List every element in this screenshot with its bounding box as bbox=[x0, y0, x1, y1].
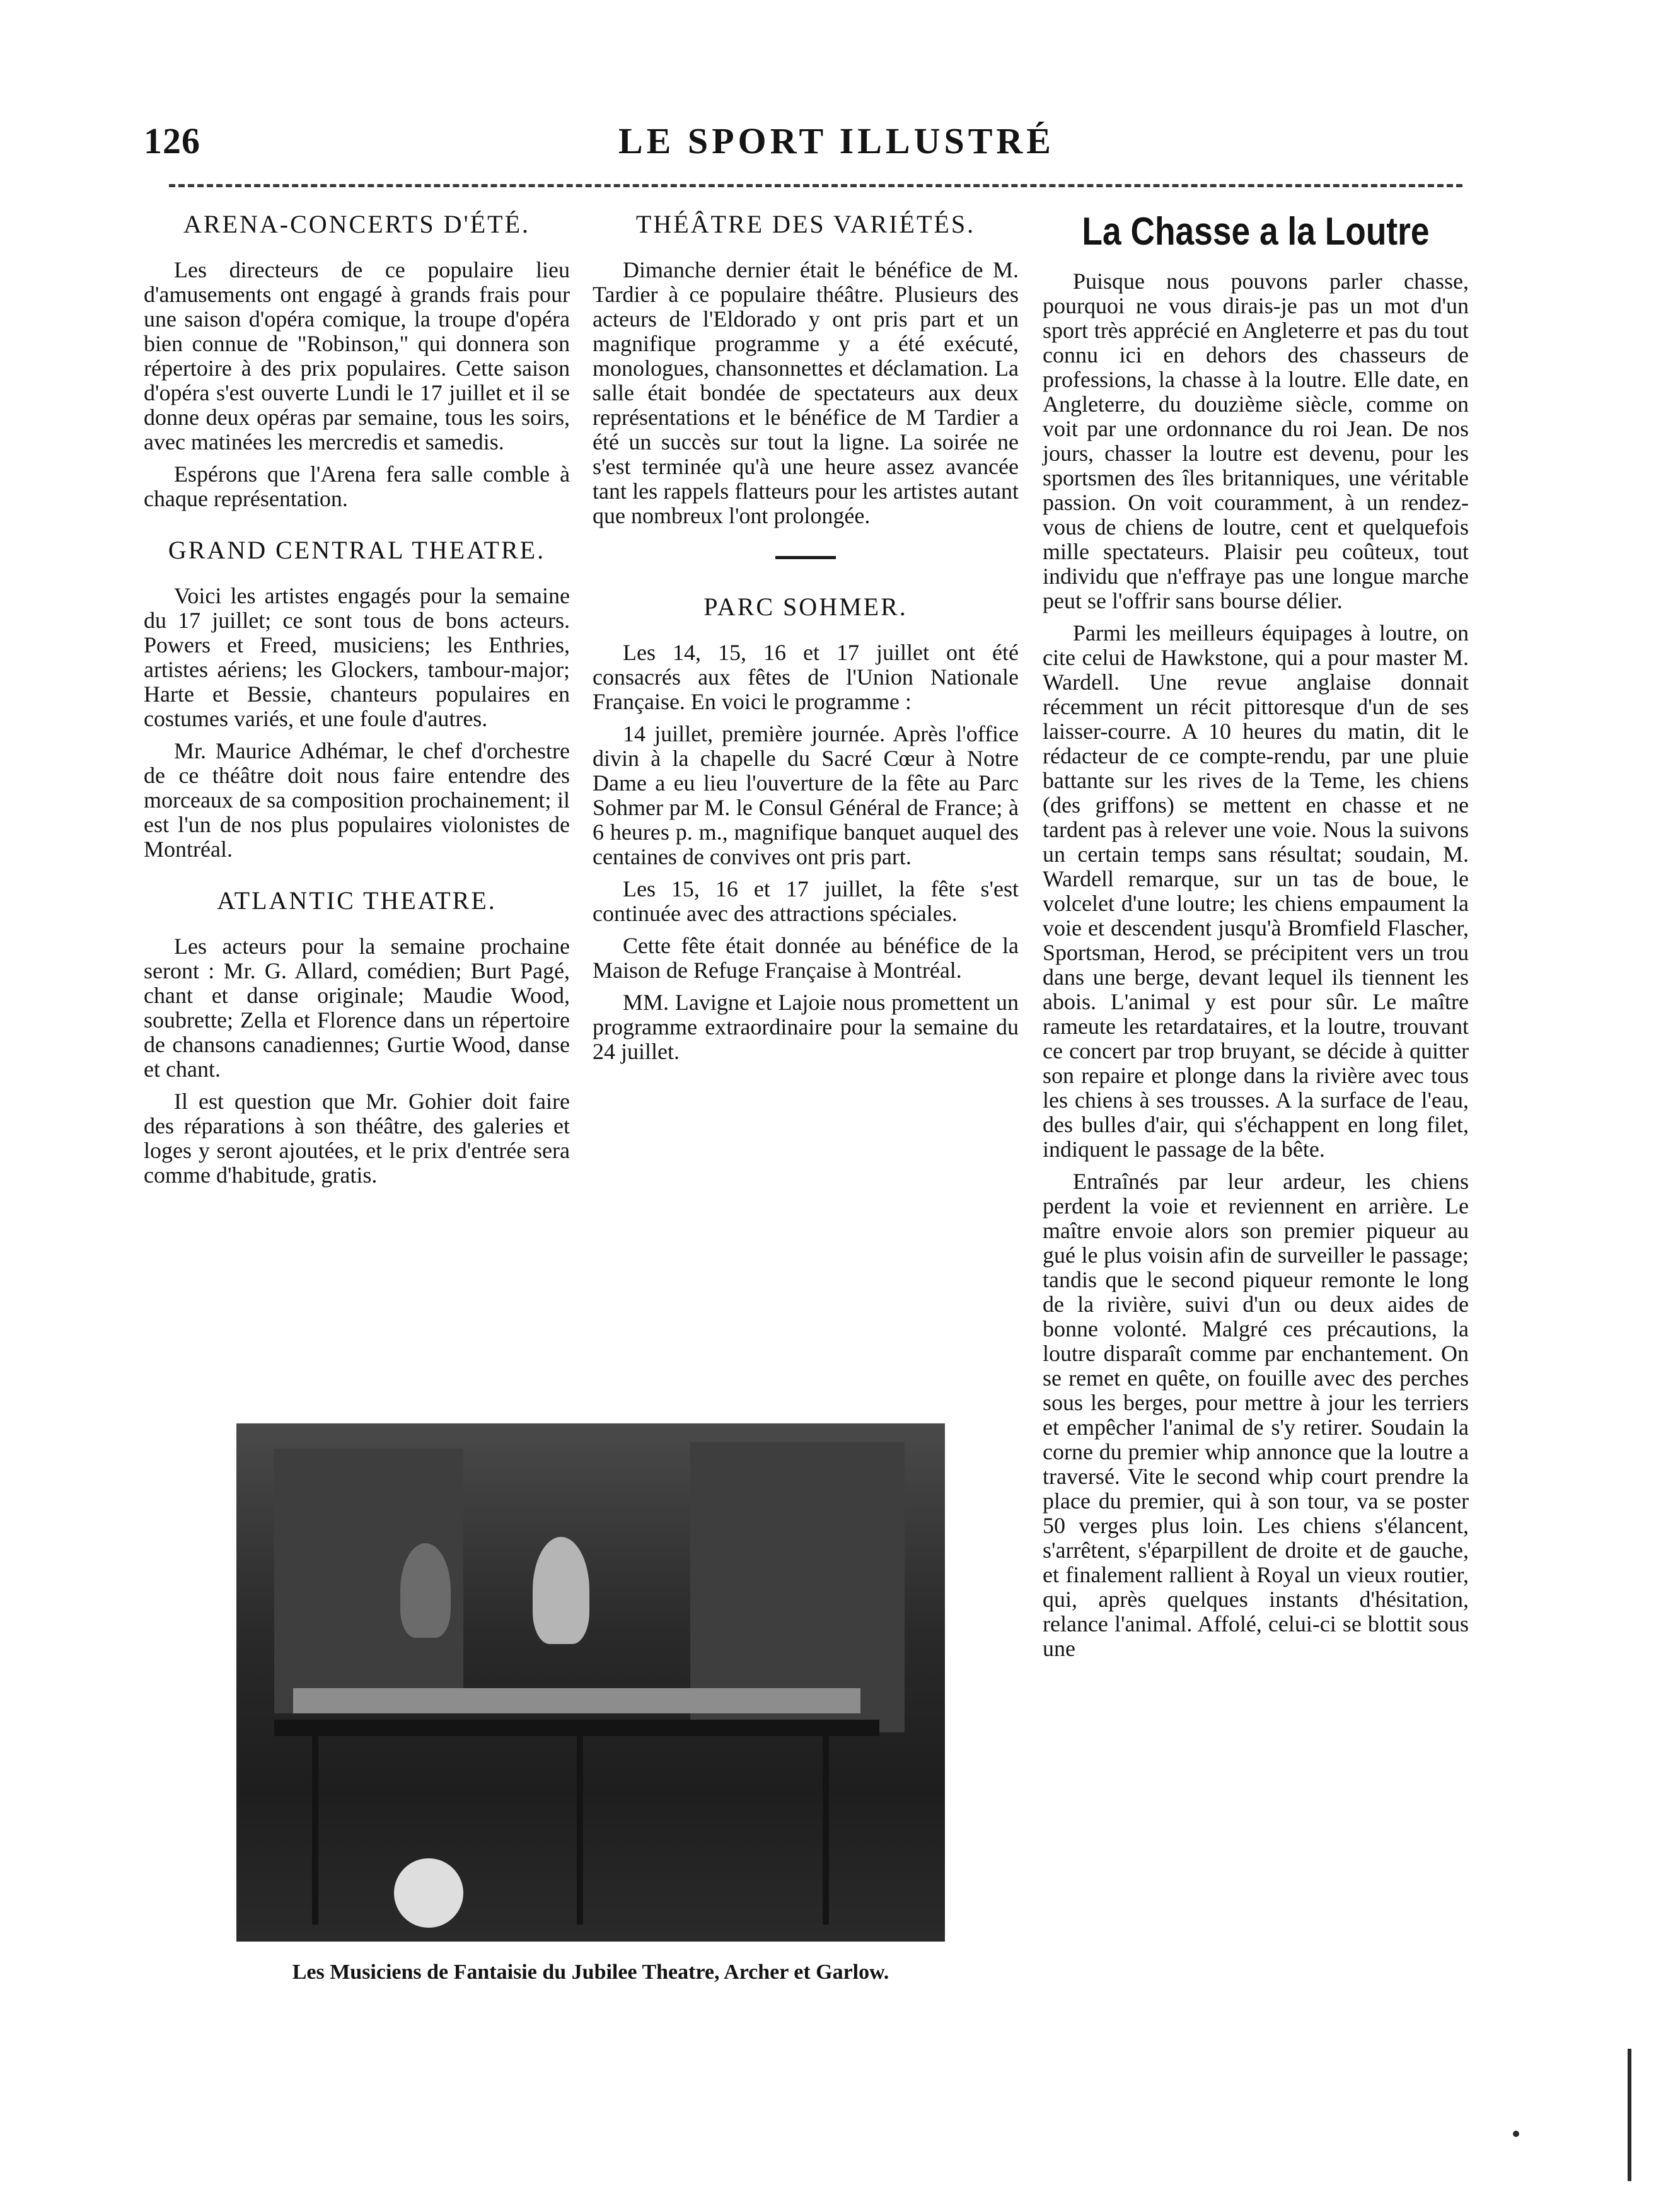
section-heading-varietes: THÉÂTRE DES VARIÉTÉS. bbox=[635, 210, 976, 238]
scan-speck bbox=[1513, 2131, 1519, 2137]
paragraph: Espérons que l'Arena fera salle comble à chaque représentation. bbox=[144, 461, 570, 511]
article-title: La Chasse a la Loutre bbox=[1082, 210, 1430, 253]
paragraph: 14 juillet, première journée. Après l'office divin à la chapelle du Sacré Cœur à Notre Dame a eu lieu l'ouverture de la fête au Parc Sohmer par M. le Consul Général de France; à 6 heures p. m., magnifique banquet auquel des centaines de convives ont pris part. bbox=[593, 721, 1019, 869]
musicians-photograph bbox=[236, 1423, 945, 1942]
paragraph: Parmi les meilleurs équipages à loutre, on cite celui de Hawkstone, qui a pour master M. Wardell. Une revue anglaise donnait récemment un récit pittoresque d'un de ses laisser-courre. A 10 heures du matin, dit le rédacteur de ce compte-rendu, par une pluie battante sur les rives de la Teme, les chiens (des griffons) se mettent en chasse et ne tardent pas à relever une voie. Nous la suivons un certain temps sans résultat; soudain, M. Wardell remarque, sur un tas de boue, le volcelet d'une loutre; les chiens empaument la voie et descendent jusqu'à Bromfield Flascher, Sportsman, Herod, se précipitent vers un trou dans une berge, devant lequel ils tiennent les abois. L'animal y est pour sûr. Le maître rameute les retardataires, et la loutre, trouvant ce concert par trop bruyant, se décide à quitter son repaire et plonge dans la rivière avec tous les chiens à ses trousses. A la surface de l'eau, des bulles d'air, qui s'échappent en long filet, indiquent le passage de la bête. bbox=[1043, 620, 1469, 1162]
paragraph: Il est question que Mr. Gohier doit faire des réparations à son théâtre, des galeries et loges y seront ajoutées, et le prix d'entrée sera comme d'habitude, gratis. bbox=[144, 1089, 570, 1188]
paragraph: Les 14, 15, 16 et 17 juillet ont été consacrés aux fêtes de l'Union Nationale Française. En voici le programme : bbox=[593, 640, 1019, 714]
column-1 bbox=[144, 209, 570, 1195]
column-3 bbox=[1043, 209, 1469, 1669]
scan-edge-mark bbox=[1628, 2049, 1631, 2181]
paragraph: Cette fête était donnée au bénéfice de la Maison de Refuge Française à Montréal. bbox=[593, 933, 1019, 983]
masthead-title: LE SPORT ILLUSTRÉ bbox=[618, 120, 1055, 161]
paragraph: Dimanche dernier était le bénéfice de M. Tardier à ce populaire théâtre. Plusieurs des acteurs de l'Eldorado y ont pris part et un magnifique programme y a été exécuté, monologues, chansonnettes et déclamation. La salle était bondée de spectateurs aux deux représentations et le bénéfice de M Tardier a été un succès sur tout la ligne. La soirée ne s'est terminée qu'à une heure assez avancée tant les rappels flatteurs pour les artistes autant que nombreux l'ont prolongée. bbox=[593, 257, 1019, 528]
paragraph: MM. Lavigne et Lajoie nous promettent un programme extraordinaire pour la semaine du 24 juillet. bbox=[593, 990, 1019, 1064]
section-heading-grand-central: GRAND CENTRAL THEATRE. bbox=[168, 536, 546, 564]
section-divider bbox=[775, 556, 836, 559]
header-rule bbox=[169, 184, 1462, 187]
paragraph: Voici les artistes engagés pour la semaine du 17 juillet; ce sont tous de bons acteurs. Powers et Freed, musiciens; les Enthries, artistes aériens; les Glockers, tambour-major; Harte et Bessie, chanteurs populaires en costumes variés, et une foule d'autres. bbox=[144, 583, 570, 731]
section-heading-sohmer: PARC SOHMER. bbox=[703, 593, 908, 621]
photo-caption: Les Musiciens de Fantaisie du Jubilee Theatre, Archer et Garlow. bbox=[292, 1960, 889, 1984]
paragraph: Les acteurs pour la semaine prochaine seront : Mr. G. Allard, comédien; Burt Pagé, chant et danse originale; Maudie Wood, soubrette; Zella et Florence dans un répertoire de chansons canadiennes; Gurtie Wood, danse et chant. bbox=[144, 934, 570, 1082]
section-heading-atlantic: ATLANTIC THEATRE. bbox=[217, 886, 497, 915]
column-2 bbox=[593, 209, 1019, 1072]
paragraph: Entraînés par leur ardeur, les chiens perdent la voie et reviennent en arrière. Le maître envoie alors son premier piqueur au gué le plus voisin afin de surveiller le passage; tandis que le second piqueur remonte le long de la rivière, suivi d'un ou deux aides de bonne volonté. Malgré ces précautions, la loutre disparaît comme par enchantement. On se remet en quête, on fouille avec des perches sous les berges, pour mettre à jour les terriers et empêcher l'animal de s'y retirer. Soudain la corne du premier whip annonce que la loutre a traversé. Vite le second whip court prendre la place du premier, qui à son tour, va se poster 50 verges plus loin. Les chiens s'élancent, s'arrêtent, s'éparpillent de droite et de gauche, et finalement rallient à Royal un vieux routier, qui, après quelques instants d'hésitation, relance l'animal. Affolé, celui-ci se blottit sous une bbox=[1043, 1169, 1469, 1661]
section-heading-arena: ARENA-CONCERTS D'ÉTÉ. bbox=[183, 210, 530, 238]
paragraph: Mr. Maurice Adhémar, le chef d'orchestre de ce théâtre doit nous faire entendre des morceaux de sa composition prochainement; il est l'un de nos plus populaires violonistes de Montréal. bbox=[144, 738, 570, 862]
paragraph: Les directeurs de ce populaire lieu d'amusements ont engagé à grands frais pour une saison d'opéra comique, la troupe d'opéra bien connue de "Robinson," qui donnera son répertoire à des prix populaires. Cette saison d'opéra s'est ouverte Lundi le 17 juillet et il se donne deux opéras par semaine, tous les soirs, avec matinées les mercredis et samedis. bbox=[144, 257, 570, 455]
paragraph: Puisque nous pouvons parler chasse, pourquoi ne vous dirais-je pas un mot d'un sport très apprécié en Angleterre et pas du tout connu ici en dehors des chasseurs de professions, la chasse à la loutre. Elle date, en Angleterre, du douzième siècle, comme on voit par une ordonnance du roi Jean. De nos jours, chasser la loutre est devenu, pour les sportsmen des îles britanniques, une véritable passion. On voit couramment, à un rendez-vous de chiens de loutre, cent et quelquefois mille spectateurs. Plaisir peu coûteux, tout individu que n'effraye pas une longue marche peut se l'offrir sans bourse délier. bbox=[1043, 269, 1469, 613]
page-number: 126 bbox=[144, 120, 200, 161]
paragraph: Les 15, 16 et 17 juillet, la fête s'est continuée avec des attractions spéciales. bbox=[593, 876, 1019, 926]
